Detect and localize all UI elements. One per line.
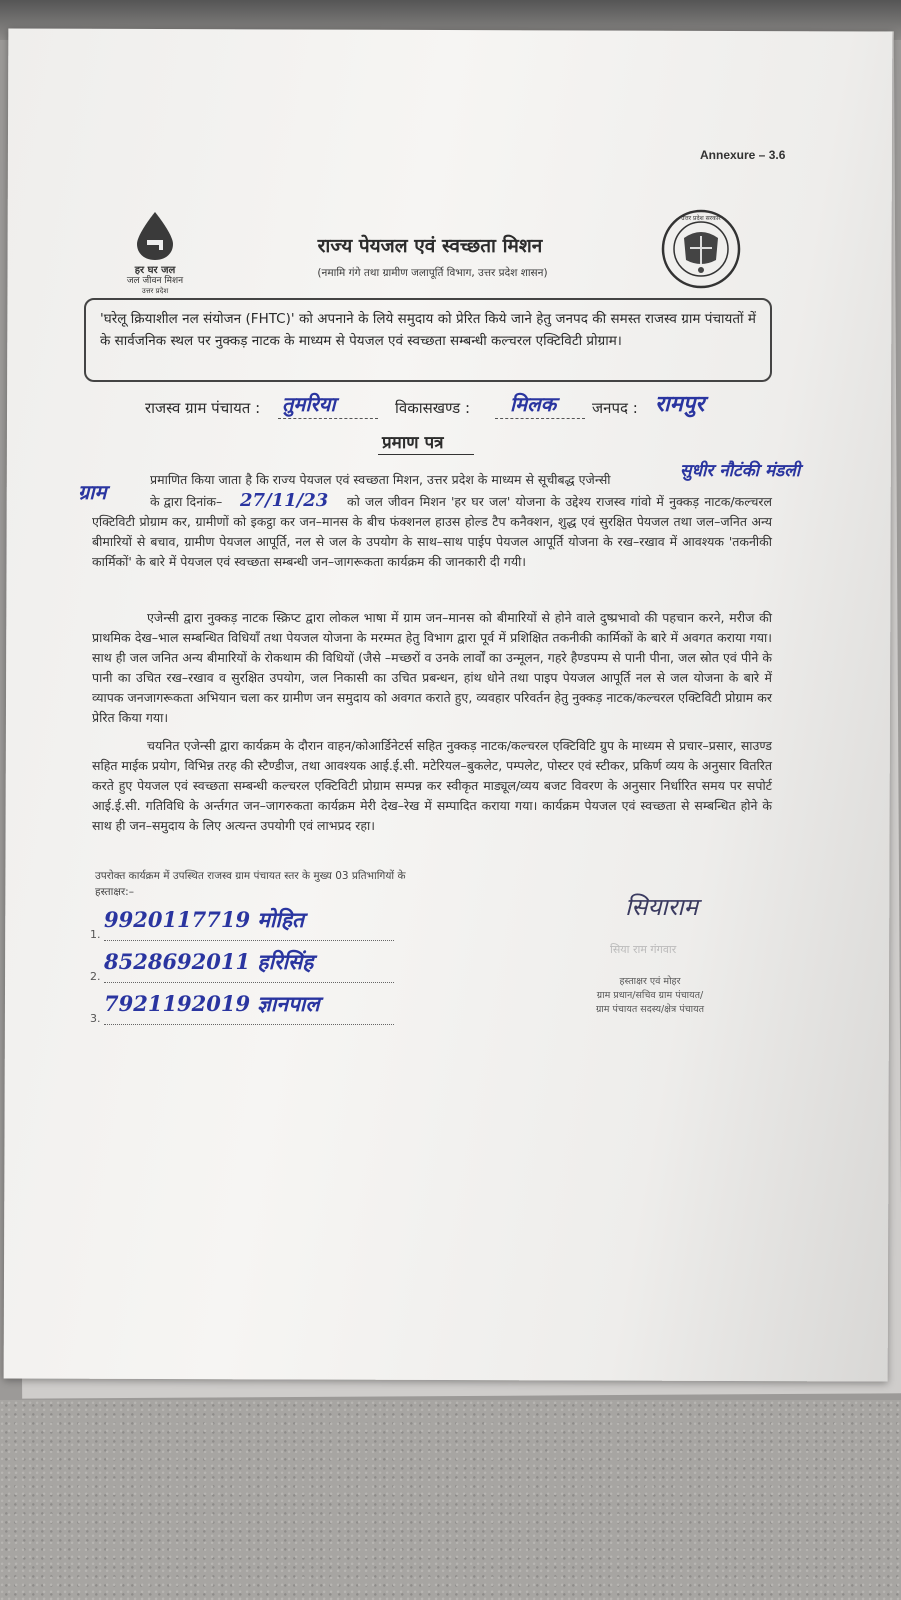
district-label: जनपद :	[592, 399, 638, 417]
participant-1-signature: 9920117719 मोहित	[104, 907, 304, 932]
participants-intro	[95, 868, 406, 900]
agency-name-handwritten: सुधीर नौटंकी मंडली	[680, 461, 801, 481]
up-govt-emblem-icon	[660, 208, 742, 290]
certificate-title: प्रमाण पत्र	[382, 433, 444, 453]
logo-line-3: उत्तर प्रदेश	[141, 287, 169, 295]
participant-3-signature: 7921192019 ज्ञानपाल	[104, 991, 320, 1016]
participant-3-number: 3.	[90, 1012, 101, 1025]
block-value: मिलक	[510, 392, 557, 416]
participants-intro-line-1: उपरोक्त कार्यक्रम में उपस्थित राजस्व ग्राम पंचायत स्तर के मुख्य 03 प्रतिभागियों के	[95, 870, 406, 882]
participant-1-number: 1.	[90, 928, 101, 941]
participant-3-line	[104, 1024, 394, 1025]
paragraph-2: एजेन्सी द्वारा नुक्कड़ नाटक स्क्रिप्ट द्वारा लोकल भाषा में ग्राम जन–मानस को बीमारियों से होने वाले दुष्प्रभावो की पहचान करने, मरीज की प्राथमिक देख–भाल सम्बन्धित विधियाँ तथा पेयजल योजना के मरम्मत हेतु विभाग द्वारा पूर्व में प्रशिक्षित तकनीकी कार्मिकों के बारे में अवगत कराया गया। साथ ही जल जनित अन्य बीमारियों के रोकथाम की विधियों (जैसे –मच्छरों व उनके लार्वों का उन्मूलन, गहरे हैण्डपम्प से पानी पीना, जल स्रोत एवं पीने के पानी का उचित रख–रखाव व सुरक्षित उपयोग, जल निकासी का उचित प्रबन्धन, हांथ धोने तथा पाइप पेयजल आपूर्ति नल से जल योजना के बारे में व्यापक जनजागरूकता अभियान चला कर ग्रामीण जन समुदाय को अवगत कराते हुए, व्यवहार परिवर्तन हेतु नुक्कड़ नाटक/कल्चरल एक्टिविटी प्रोग्राम कर प्रेरित किया गया।	[92, 610, 772, 725]
water-drop-icon	[133, 210, 177, 262]
floor-surface	[0, 1400, 901, 1600]
mission-title: राज्य पेयजल एवं स्वच्छता मिशन	[317, 235, 543, 257]
gram-panchayat-label: राजस्व ग्राम पंचायत :	[145, 399, 261, 417]
logo-line-2: जल जीवन मिशन	[126, 276, 184, 286]
pradhan-line-2: ग्राम प्रधान/सचिव ग्राम पंचायत/	[596, 990, 704, 1001]
paragraph-1-line-1: प्रमाणित किया जाता है कि राज्य पेयजल एवं स्वच्छता मिशन, उत्तर प्रदेश के माध्यम से सूचीबद्ध एजेन्सी	[150, 472, 611, 487]
paragraph-3: चयनित एजेन्सी द्वारा कार्यक्रम के दौरान वाहन/कोआर्डिनेटर्स सहित नुक्कड़ नाटक/कल्चरल एक्टिविटि ग्रुप के माध्यम से प्रचार–प्रसार, साउण्ड सहित माईक प्रयोग, विभिन्न तरह की स्टैण्डीज, तथा आवश्यक आई.ई.सी. मटेरियल–बुकलेट, पम्पलेट, पोस्टर एवं स्टीकर, प्रकिर्ण व्यय के अनुसार वितरित करते हुए पेयजल एवं स्वच्छता सम्बन्धी कल्चरल एक्टिविटी प्रोग्राम सम्पन्न कर स्वीकृत माड्यूल/व्यय बजट विवरण के अनुसार निर्धारित समय पर सपोर्ट आई.ई.सी. गतिविधि के अर्न्तगत जन–जागरुकता कार्यक्रम मेरी देख–रेख में सम्पादित कराया गया। कार्यक्रम पेयजल एवं स्वच्छता से सम्बन्धित होने के साथ ही जन–समुदाय के लिए अत्यन्त उपयोगी एवं लाभप्रद रहा।	[92, 738, 772, 833]
emblem-text: उत्तर प्रदेश सरकार	[681, 215, 721, 222]
paragraph-1-body: को जल जीवन मिशन 'हर घर जल' योजना के उद्देश्य राजस्व गांवो में नुक्कड़ नाटक/कल्चरल एक्टिविटी प्रोग्राम कर, ग्रामीणों को इकट्ठा कर जन–मानस के बीच फंक्शनल हाउस होल्ड टैप कनैक्शन, शुद्ध एवं सुरक्षित पेयजल तथा जल–जनित अन्य बीमारियों से बचाव, ग्रामीण पेयजल आपूर्ति, नल से जल के उपयोग के साथ–साथ पाईप पेयजल आपूर्ति योजना के रख–रखाव में आवश्यक 'तकनीकी कार्मिकों' के बारे में पेयजल एवं स्वच्छता सम्बन्धी जन–जागरूकता कार्यक्रम की जानकारी दी गयी।	[92, 494, 772, 569]
gram-panchayat-underline	[278, 418, 378, 419]
village-handwritten: ग्राम	[78, 480, 107, 504]
certificate-title-underline	[378, 454, 474, 455]
participant-2-signature: 8528692011 हरिसिंह	[104, 949, 314, 974]
block-label: विकासखण्ड :	[395, 399, 471, 417]
participant-2-line	[104, 982, 394, 983]
pradhan-faded-name: सिया राम गंगवार	[610, 943, 677, 956]
pradhan-sign-block	[560, 975, 740, 1017]
date-handwritten: 27/11/23	[240, 490, 329, 511]
pradhan-signature: सियाराम	[625, 893, 698, 921]
gram-panchayat-value: तुमरिया	[282, 392, 336, 416]
har-ghar-jal-logo	[110, 210, 200, 296]
participants-intro-line-2: हस्ताक्षर:–	[95, 886, 134, 898]
logo-line-1: हर घर जल	[134, 265, 176, 276]
block-underline	[495, 418, 585, 419]
program-description-box: 'घरेलू क्रियाशील नल संयोजन (FHTC)' को अपनाने के लिये समुदाय को प्रेरित किये जाने हेतु जनपद की समस्त राजस्व ग्राम पंचायतों में के सार्वजनिक स्थल पर नुक्कड़ नाटक के माध्यम से पेयजल एवं स्वच्छता सम्बन्धी कल्चरल एक्टिविटी प्रोग्राम।	[84, 298, 772, 382]
district-value: रामपुर	[655, 391, 705, 417]
location-fields	[0, 391, 901, 424]
mission-subtitle: (नमामि गंगे तथा ग्रामीण जलापूर्ति विभाग, उत्तर प्रदेश शासन)	[317, 267, 548, 279]
pradhan-line-3: ग्राम पंचायत सदस्य/क्षेत्र पंचायत	[595, 1004, 705, 1015]
participant-1-line	[104, 940, 394, 941]
paragraph-1-date-label: के द्वारा दिनांक–	[150, 494, 223, 509]
pradhan-line-1: हस्ताक्षर एवं मोहर	[619, 976, 681, 987]
annexure-label: Annexure – 3.6	[700, 148, 786, 162]
participant-2-number: 2.	[90, 970, 101, 983]
